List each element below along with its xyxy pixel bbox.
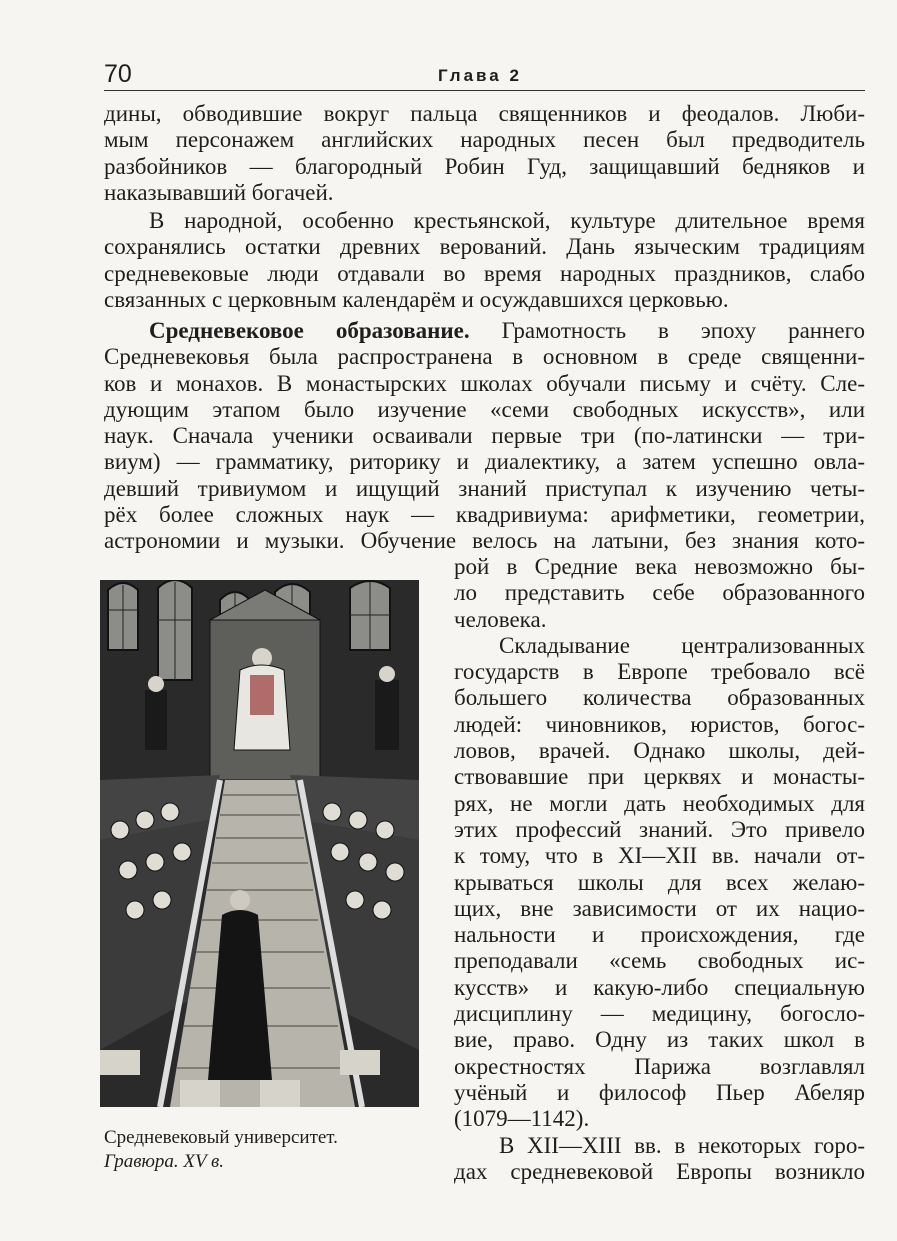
text-line: рёх более сложных наук — квадривиума: арифметики, геометрии, [104,502,865,528]
right-column-text [454,554,865,1185]
text-line: ков и монахов. В монастырских школах обучали письму и счёту. Сле- [104,370,865,396]
text-line: дах средневековой Европы возникло [454,1158,865,1184]
text-line: дины, обводившие вокруг пальца священников и феодалов. Люби- [104,101,865,126]
text-line: наказывавший богачей. [104,179,334,205]
text-line: крываться школы для всех желаю- [454,869,865,895]
paragraph-beliefs [104,208,865,313]
text-line: связанных с церковным календарём и осуждавшихся церковью. [104,286,729,312]
section-heading: Средневековое образование. [149,318,470,343]
text-line: кусств» и какую-либо специальную [454,974,865,1000]
text-line: ловов, врачей. Однако школы, дей- [454,738,865,764]
university-engraving-image [100,580,419,1107]
text-line: ло представить себе образованного [454,580,865,606]
text-line: окрестностях Парижа возглавлял [454,1053,865,1079]
text-line: сохранялись остатки древних верований. Дань языческим традициям [104,234,865,260]
text-line: девший тривиумом и ищущий знаний приступал к изучению четы- [104,475,865,501]
text-line: разбойников — благородный Робин Гуд, защищавший бедняков и [104,153,865,179]
text-line: В народной, особенно крестьянской, культуре длительное время [149,208,865,233]
text-fragment: Грамотность в эпоху раннего [501,318,865,343]
text-line: виум) — грамматику, риторику и диалектику, а затем успешно овла- [104,449,865,475]
text-line: ствовавшие при церквях и монасты- [454,764,865,790]
running-header [104,60,865,91]
section-education [104,318,865,555]
text-line: дующим этапом было изучение «семи свободных искусств», или [104,396,865,422]
top-paragraph [104,101,865,206]
text-line: вие, право. Одну из таких школ в [454,1027,865,1053]
text-line: дисциплину — медицину, богосло- [454,1001,865,1027]
text-line: государств в Европе требовало всё [454,659,865,685]
text-line: к тому, что в XI—XII вв. начали от- [454,843,865,869]
text-line: Складывание централизованных [499,632,865,658]
text-line: мым персонажем английских народных песен был предводитель [104,127,865,153]
text-line: щих, вне зависимости от их нацио- [454,895,865,921]
text-line: наук. Сначала ученики осваивали первые три (по-латински — три- [104,423,865,449]
text-line: рой в Средние века невозможно бы- [454,554,865,579]
chapter-title: Глава 2 [438,66,522,85]
text-line: астрономии и музыки. Обучение велось на латыни, без знания кото- [104,528,865,554]
section-first-line [104,318,865,344]
text-line: преподавали «семь свободных ис- [454,948,865,974]
text-line: средневековые люди отдавали во время народных праздников, слабо [104,260,865,286]
text-line: этих профессий знаний. Это привело [454,816,865,842]
caption-title: Средневековый университет. [104,1127,338,1148]
text-line: Средневековья была распространена в основном в среде священни- [104,344,865,370]
text-line: рях, не могли дать необходимых для [454,790,865,816]
page-number: 70 [104,60,132,88]
text-line: В XII—XIII вв. в некоторых горо- [499,1132,865,1158]
text-line: нальности и происхождения, где [454,922,865,948]
caption-source: Гравюра. XV в. [104,1151,225,1172]
text-line: людей: чиновников, юристов, богос- [454,711,865,737]
text-line: человека. [454,606,547,632]
text-line: большего количества образованных [454,685,865,711]
text-line: учёный и философ Пьер Абеляр [454,1079,865,1105]
figure-caption [104,1126,338,1174]
text-line: (1079—1142). [454,1106,590,1132]
